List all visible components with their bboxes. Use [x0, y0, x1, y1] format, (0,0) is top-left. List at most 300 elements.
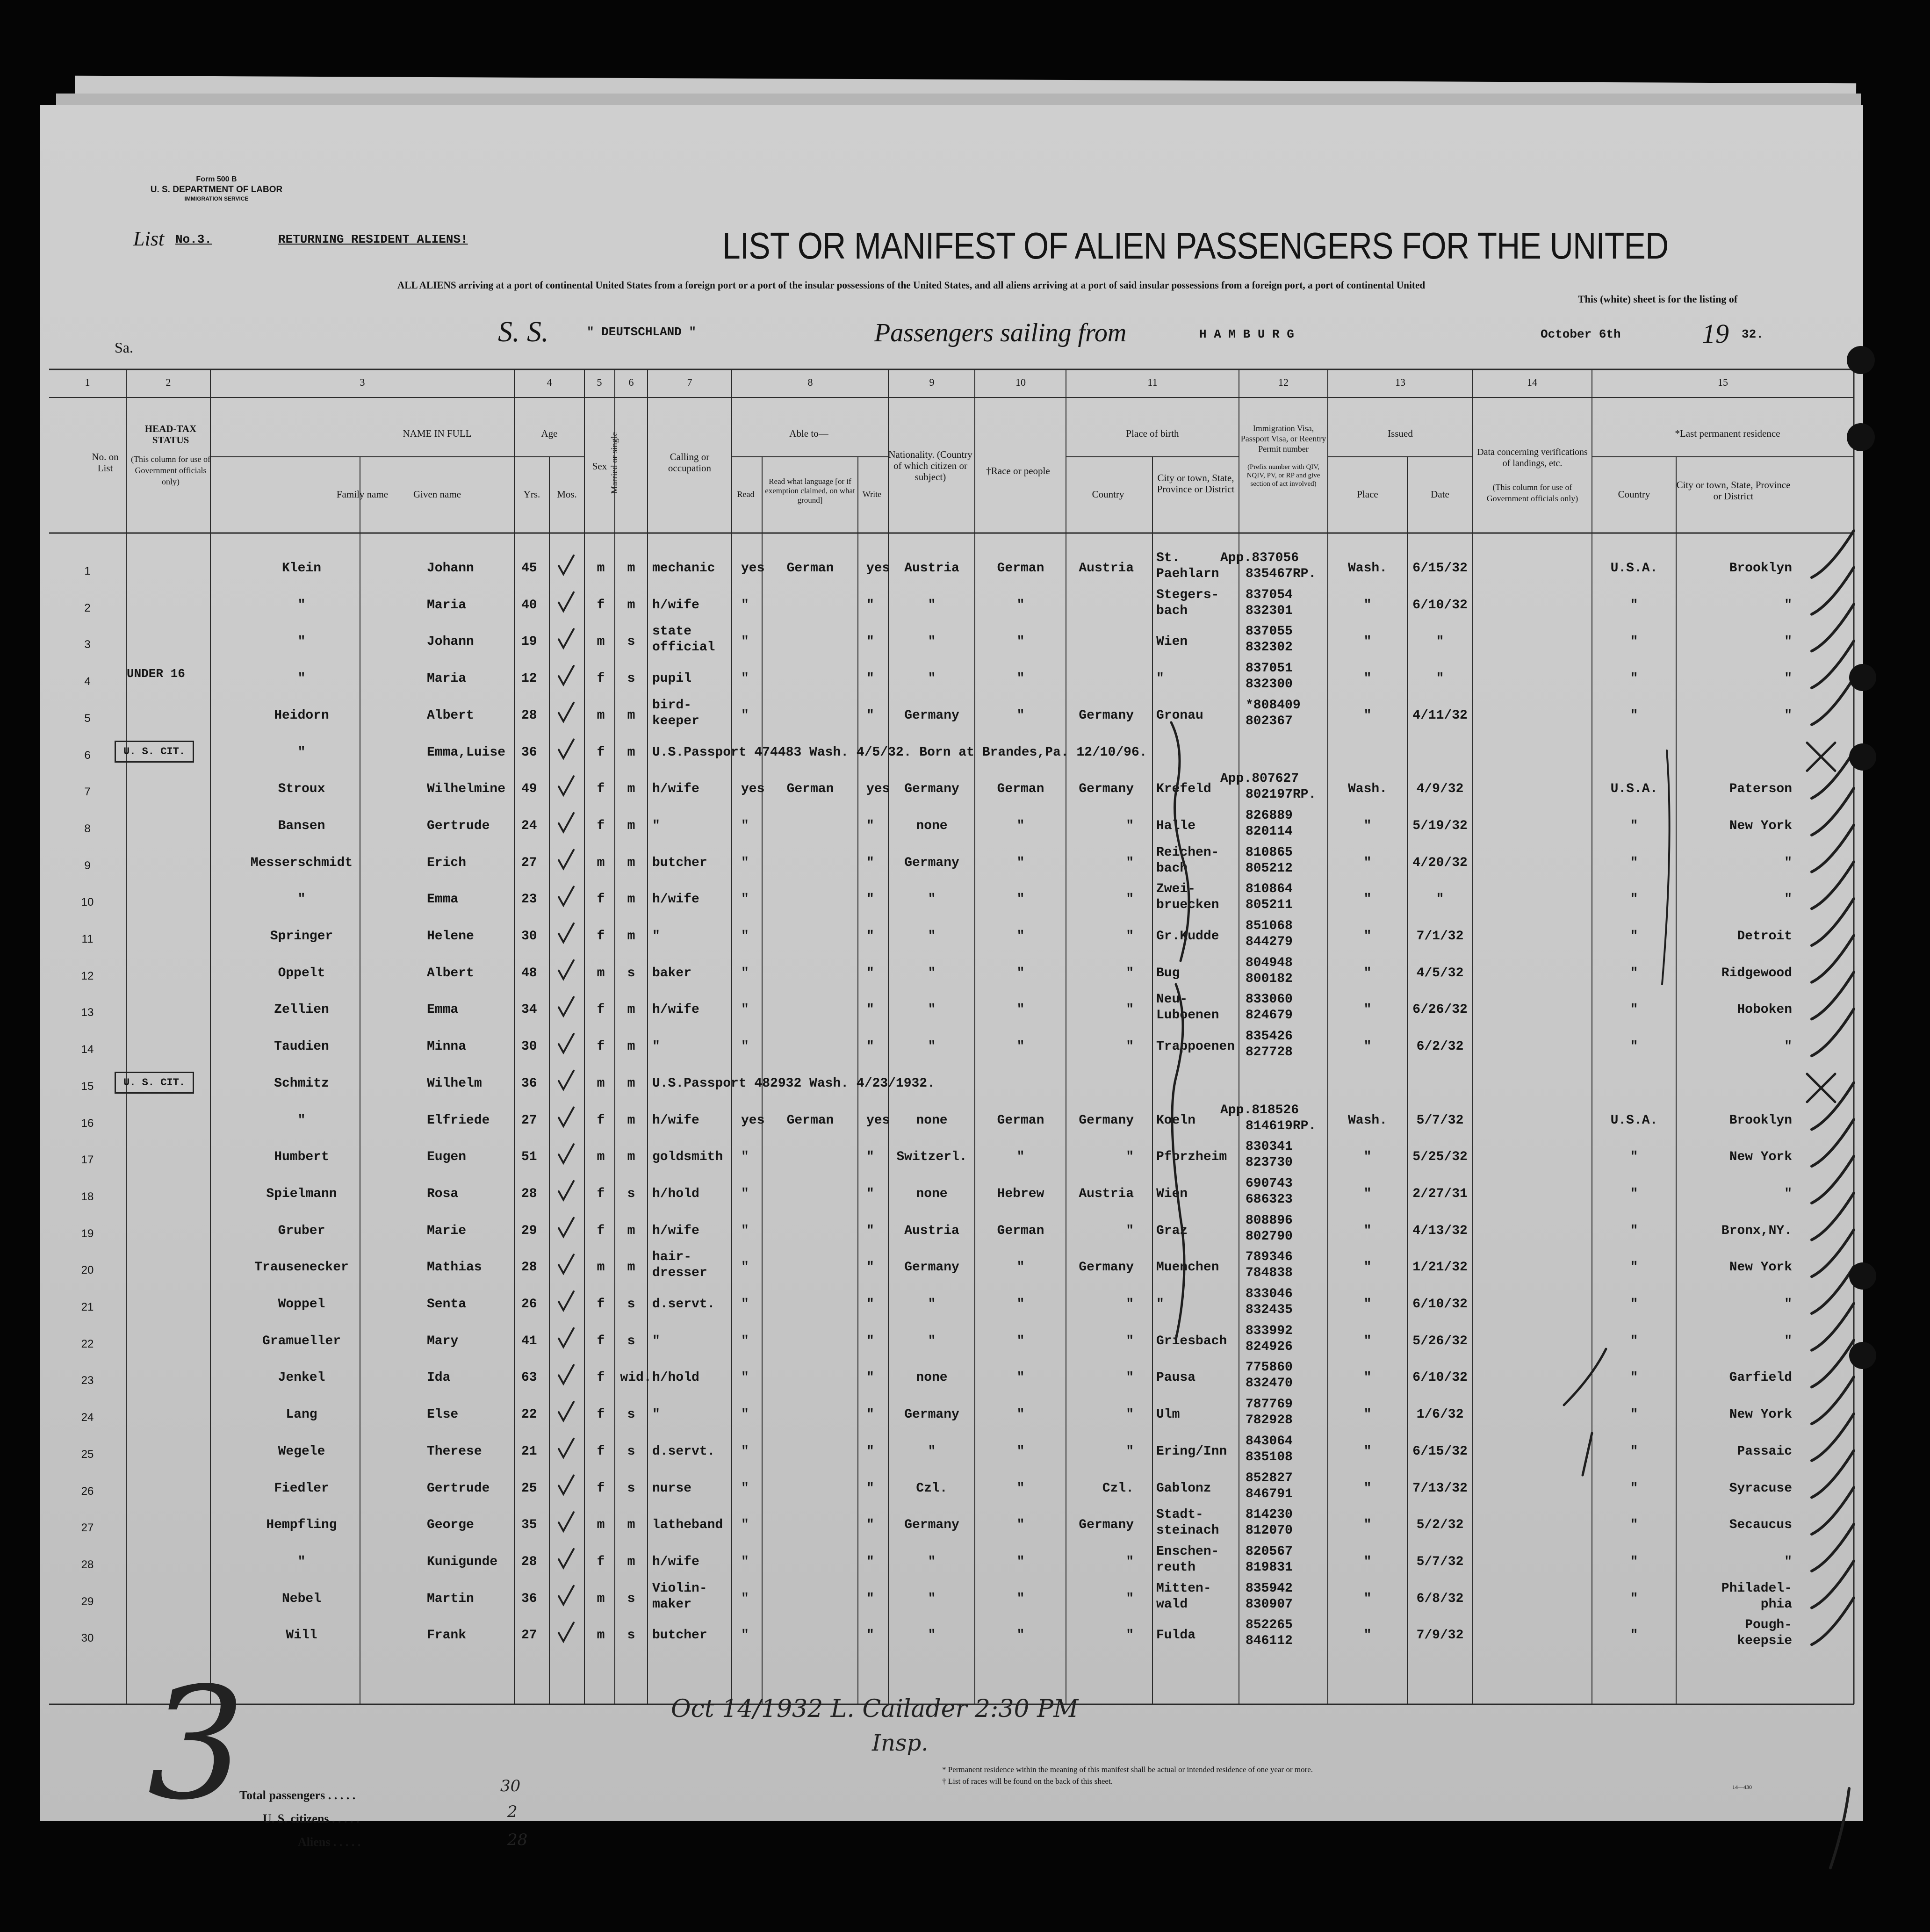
- age-years: 40: [521, 598, 537, 613]
- issued-place: ": [1363, 598, 1372, 613]
- age-years: 27: [521, 856, 537, 870]
- handwritten-aliens: 28: [507, 1831, 528, 1849]
- birth-country: Czl.: [1102, 1481, 1134, 1496]
- occupation-line-2: official: [652, 640, 715, 655]
- sex: f: [597, 1555, 605, 1569]
- permit-number: 784838: [1246, 1266, 1293, 1280]
- department-name: U. S. DEPARTMENT OF LABOR: [150, 185, 283, 195]
- occupation: d.servt.: [652, 1444, 715, 1459]
- birth-city: Stadt-: [1156, 1507, 1203, 1522]
- sex: f: [597, 1407, 605, 1422]
- can-write: ": [866, 1039, 874, 1054]
- nationality: ": [928, 1334, 936, 1348]
- row-number: 4: [84, 675, 91, 688]
- marital-status: m: [627, 708, 635, 723]
- permit-number: 814619RP.: [1246, 1119, 1317, 1133]
- occupation: butcher: [652, 1628, 707, 1643]
- birth-country: Germany: [1079, 782, 1134, 796]
- birth-city: Pforzheim: [1156, 1150, 1227, 1164]
- given-name: Erich: [427, 856, 467, 870]
- residence-country: ": [1630, 1518, 1638, 1532]
- given-name: Martin: [427, 1592, 474, 1606]
- issued-date: 6/10/32: [1412, 1370, 1468, 1385]
- sex: f: [597, 1444, 605, 1459]
- can-read: ": [741, 671, 749, 686]
- issued-date: 5/7/32: [1416, 1555, 1464, 1569]
- header-birth-city: City or town, State, Province or District: [1157, 472, 1235, 495]
- family-name: Gramueller: [262, 1334, 341, 1348]
- column-number: 6: [628, 376, 634, 388]
- occupation: pupil: [652, 671, 692, 686]
- issued-place: ": [1363, 1555, 1372, 1569]
- residence-country: ": [1630, 1370, 1638, 1385]
- marital-status: m: [627, 745, 635, 760]
- can-read: ": [741, 1555, 749, 1569]
- family-name: Stroux: [278, 782, 325, 796]
- family-name: Fiedler: [274, 1481, 329, 1496]
- family-name: Hempfling: [266, 1518, 337, 1532]
- handwritten-inspection-stamp: Oct 14/1932 L. Cailader 2:30 PM: [671, 1695, 1079, 1723]
- marital-status: m: [627, 1260, 635, 1275]
- can-write: ": [866, 1002, 874, 1017]
- head-tax-status: UNDER 16: [127, 667, 185, 681]
- sex: f: [597, 1481, 605, 1496]
- column-number: 13: [1395, 376, 1405, 388]
- can-read: ": [741, 1297, 749, 1312]
- given-name: Emma: [427, 1002, 459, 1017]
- sex: m: [597, 634, 605, 649]
- age-years: 35: [521, 1518, 537, 1532]
- residence-city: Hoboken: [1737, 1002, 1792, 1017]
- birth-country: ": [1126, 1592, 1134, 1606]
- permit-number: 824679: [1246, 1008, 1293, 1023]
- permit-number: 846791: [1246, 1487, 1293, 1501]
- row-number: 17: [81, 1153, 94, 1166]
- can-write: ": [866, 929, 874, 944]
- nationality: ": [928, 892, 936, 907]
- family-name: Klein: [281, 561, 321, 576]
- can-write: ": [866, 1334, 874, 1348]
- issued-place: ": [1363, 856, 1372, 870]
- residence-country: ": [1630, 1150, 1638, 1164]
- nationality: ": [928, 634, 936, 649]
- marital-status: s: [627, 671, 635, 686]
- sex: f: [597, 745, 605, 760]
- age-years: 51: [521, 1150, 537, 1164]
- visa-number: App.807627: [1220, 771, 1299, 786]
- row-number: 7: [84, 786, 91, 798]
- birth-country: ": [1126, 1039, 1134, 1054]
- row-number: 12: [81, 970, 94, 982]
- family-name: Bansen: [278, 819, 325, 833]
- residence-city: ": [1784, 1039, 1792, 1054]
- aliens-label: Aliens . . . . .: [298, 1835, 361, 1849]
- permit-number: 800182: [1246, 972, 1293, 986]
- can-read: ": [741, 1260, 749, 1275]
- can-write: ": [866, 634, 874, 649]
- sex: m: [597, 856, 605, 870]
- family-name: ": [297, 745, 306, 760]
- residence-country: ": [1630, 1481, 1638, 1496]
- birth-city: Wien: [1156, 1187, 1188, 1201]
- birth-city: Reichen-: [1156, 845, 1219, 860]
- marital-status: m: [627, 1113, 635, 1128]
- row-number: 9: [84, 859, 91, 872]
- header-res-country: Country: [1618, 489, 1650, 500]
- issued-place: ": [1363, 1407, 1372, 1422]
- permit-number: 812070: [1246, 1523, 1293, 1538]
- header-able-to: Able to—: [789, 428, 828, 439]
- departure-port: H A M B U R G: [1199, 327, 1294, 341]
- sex: f: [597, 1039, 605, 1054]
- age-years: 12: [521, 671, 537, 686]
- sex: m: [597, 1076, 605, 1091]
- row-number: 21: [81, 1301, 94, 1313]
- can-write: ": [866, 598, 874, 613]
- marital-status: m: [627, 1039, 635, 1054]
- age-years: 24: [521, 819, 537, 833]
- birth-country: ": [1126, 1150, 1134, 1164]
- birth-city: Ering/Inn: [1156, 1444, 1227, 1459]
- age-years: 49: [521, 782, 537, 796]
- sex: f: [597, 1224, 605, 1238]
- sex: f: [597, 671, 605, 686]
- list-label: List: [133, 227, 165, 250]
- column-number: 7: [687, 376, 692, 388]
- can-read: ": [741, 708, 749, 723]
- occupation: h/wife: [652, 892, 699, 907]
- permit-number: 805212: [1246, 861, 1293, 876]
- birth-city: ": [1156, 671, 1164, 686]
- row-number: 22: [81, 1338, 94, 1350]
- issued-date: 4/13/32: [1412, 1224, 1468, 1238]
- visa-number: 826889: [1246, 808, 1293, 823]
- visa-number: 804948: [1246, 956, 1293, 970]
- birth-country: ": [1126, 1628, 1134, 1643]
- residence-country: ": [1630, 1628, 1638, 1643]
- occupation: ": [652, 1039, 660, 1054]
- can-read: ": [741, 1481, 749, 1496]
- nationality: ": [928, 1002, 936, 1017]
- row-number: 8: [84, 822, 91, 835]
- age-years: 36: [521, 1076, 537, 1091]
- birth-city: Zwei-: [1156, 882, 1196, 896]
- birth-country: ": [1126, 1370, 1134, 1385]
- residence-city: Secaucus: [1729, 1518, 1792, 1532]
- permit-number: 820114: [1246, 824, 1293, 839]
- given-name: Minna: [427, 1039, 467, 1054]
- residence-country: ": [1630, 1334, 1638, 1348]
- issued-date: 5/26/32: [1412, 1334, 1468, 1348]
- issued-date: 7/9/32: [1416, 1628, 1464, 1643]
- sailing-label: Passengers sailing from: [874, 318, 1127, 347]
- race: ": [1016, 1592, 1025, 1606]
- header-issued-date: Date: [1431, 489, 1449, 500]
- year-prefix: 19: [1702, 318, 1729, 349]
- binder-hole-6: [1849, 1342, 1876, 1369]
- birth-country: ": [1126, 1002, 1134, 1017]
- header-nationality: Nationality. (Country of which citizen or subject): [888, 449, 972, 483]
- residence-country: ": [1630, 856, 1638, 870]
- residence-country: ": [1630, 634, 1638, 649]
- marital-status: m: [627, 1224, 635, 1238]
- can-write: yes: [866, 1113, 890, 1128]
- can-read: ": [741, 1224, 749, 1238]
- column-number: 2: [166, 376, 171, 388]
- birth-country: Germany: [1079, 1518, 1134, 1532]
- residence-country: ": [1630, 892, 1638, 907]
- permit-number: 844279: [1246, 935, 1293, 949]
- birth-city: Ulm: [1156, 1407, 1180, 1422]
- header-calling: Calling or occupation: [668, 451, 712, 474]
- visa-number: 843064: [1246, 1434, 1293, 1449]
- footnote-races: † List of races will be found on the back of this sheet.: [942, 1777, 1113, 1786]
- occupation: ": [652, 819, 660, 833]
- age-years: 36: [521, 745, 537, 760]
- occupation: goldsmith: [652, 1150, 723, 1164]
- permit-number: 830907: [1246, 1597, 1293, 1612]
- residence-city: Syracuse: [1729, 1481, 1792, 1496]
- permit-number: 824926: [1246, 1340, 1293, 1354]
- race: ": [1016, 1150, 1025, 1164]
- given-name: Gertrude: [427, 1481, 490, 1496]
- can-read: ": [741, 1444, 749, 1459]
- row-number: 3: [84, 638, 91, 651]
- occupation: h/hold: [652, 1370, 699, 1385]
- age-years: 25: [521, 1481, 537, 1496]
- visa-number: 810864: [1246, 882, 1293, 896]
- header-visa: Immigration Visa, Passport Visa, or Reentry Permit number: [1240, 424, 1326, 454]
- permit-number: 846112: [1246, 1634, 1293, 1648]
- issued-date: 6/15/32: [1412, 561, 1468, 576]
- header-verification: Data concerning verifications of landings, etc.: [1477, 447, 1588, 469]
- us-citizens-label: U. S. citizens . . . . .: [263, 1812, 360, 1825]
- permit-number: 802197RP.: [1246, 787, 1317, 802]
- permit-number: 835467RP.: [1246, 567, 1317, 581]
- given-name: Eugen: [427, 1150, 467, 1164]
- age-years: 36: [521, 1592, 537, 1606]
- issued-date: 5/2/32: [1416, 1518, 1464, 1532]
- issued-date: ": [1436, 634, 1444, 649]
- can-write: ": [866, 966, 874, 980]
- row-number: 27: [81, 1521, 94, 1534]
- residence-city: New York: [1729, 819, 1792, 833]
- list-category: RETURNING RESIDENT ALIENS!: [278, 232, 468, 246]
- sex: f: [597, 1002, 605, 1017]
- family-name: Springer: [270, 929, 333, 944]
- permit-number: 832470: [1246, 1376, 1293, 1391]
- row-number: 15: [81, 1080, 94, 1093]
- can-write: ": [866, 1518, 874, 1532]
- can-read: yes: [741, 782, 765, 796]
- race: ": [1016, 1407, 1025, 1422]
- column-number: 12: [1278, 376, 1289, 388]
- ship-name: " DEUTSCHLAND ": [587, 325, 697, 339]
- issued-place: ": [1363, 1260, 1372, 1275]
- given-name: Emma,Luise: [427, 745, 506, 760]
- sex: m: [597, 966, 605, 980]
- occupation: nurse: [652, 1481, 692, 1496]
- occupation: butcher: [652, 856, 707, 870]
- header-verification-note: (This column for use of Government officials only): [1486, 483, 1578, 503]
- page-subtitle-2: This (white) sheet is for the listing of: [1578, 293, 1738, 305]
- race: Hebrew: [997, 1187, 1044, 1201]
- read-language: German: [786, 561, 834, 576]
- marital-status: wid.: [620, 1370, 652, 1385]
- residence-city: New York: [1729, 1260, 1792, 1275]
- age-years: 48: [521, 966, 537, 980]
- can-write: ": [866, 1370, 874, 1385]
- issued-place: ": [1363, 1002, 1372, 1017]
- nationality: ": [928, 1444, 936, 1459]
- birth-city-line-2: bach: [1156, 604, 1188, 618]
- header-head-tax: HEAD-TAX STATUS: [144, 423, 197, 446]
- given-name: Else: [427, 1407, 459, 1422]
- visa-number: App.818526: [1220, 1103, 1299, 1117]
- header-res-city: City or town, State, Province or District: [1676, 479, 1791, 502]
- family-name: Gruber: [278, 1224, 325, 1238]
- sailing-date: October 6th: [1541, 327, 1621, 341]
- residence-city: ": [1784, 1297, 1792, 1312]
- residence-city: ": [1784, 856, 1792, 870]
- citizen-note: U.S.Passport 474483 Wash. 4/5/32. Born at Brandes,Pa. 12/10/96.: [652, 745, 1147, 760]
- residence-country: ": [1630, 1407, 1638, 1422]
- permit-number: 832435: [1246, 1303, 1293, 1317]
- age-years: 27: [521, 1113, 537, 1128]
- header-visa-note: (Prefix number with QIV, NQIV, PV, or RP and give section of act involved): [1246, 463, 1320, 488]
- row-number: 26: [81, 1485, 94, 1498]
- list-number: No.3.: [175, 232, 212, 246]
- can-write: ": [866, 1187, 874, 1201]
- page-title: LIST OR MANIFEST OF ALIEN PASSENGERS FOR THE UNITED: [722, 225, 1669, 267]
- can-read: yes: [741, 561, 765, 576]
- race: ": [1016, 1002, 1025, 1017]
- residence-city: Bronx,NY.: [1721, 1224, 1792, 1238]
- nationality: Germany: [904, 782, 959, 796]
- residence-city: ": [1784, 1334, 1792, 1348]
- family-name: Jenkel: [278, 1370, 325, 1385]
- visa-number: 851068: [1246, 919, 1293, 933]
- race: ": [1016, 598, 1025, 613]
- given-name: Elfriede: [427, 1113, 490, 1128]
- issued-date: 2/27/31: [1412, 1187, 1468, 1201]
- issued-date: 6/10/32: [1412, 598, 1468, 613]
- residence-city: Philadel-: [1721, 1581, 1792, 1596]
- occupation-line-2: keeper: [652, 714, 699, 728]
- can-read: ": [741, 634, 749, 649]
- header-name-in-full: NAME IN FULL: [403, 428, 472, 439]
- handwritten-insp: Insp.: [872, 1730, 929, 1756]
- residence-city: ": [1784, 671, 1792, 686]
- header-issued-place: Place: [1357, 489, 1378, 500]
- marital-status: s: [627, 634, 635, 649]
- age-years: 29: [521, 1224, 537, 1238]
- given-name: George: [427, 1518, 474, 1532]
- visa-number: 810865: [1246, 845, 1293, 860]
- marital-status: m: [627, 782, 635, 796]
- header-married: Married or single: [610, 432, 619, 494]
- can-read: ": [741, 1628, 749, 1643]
- sex: m: [597, 708, 605, 723]
- marital-status: m: [627, 1518, 635, 1532]
- header-age: Age: [541, 428, 558, 439]
- marital-status: m: [627, 1076, 635, 1091]
- header-last-residence: *Last permanent residence: [1675, 428, 1780, 439]
- age-years: 26: [521, 1297, 537, 1312]
- can-read: ": [741, 929, 749, 944]
- given-name: Albert: [427, 966, 474, 980]
- nationality: ": [928, 1297, 936, 1312]
- family-name: Schmitz: [274, 1076, 329, 1091]
- race: ": [1016, 892, 1025, 907]
- can-write: ": [866, 1150, 874, 1164]
- given-name: Senta: [427, 1297, 467, 1312]
- race: ": [1016, 1628, 1025, 1643]
- marital-status: s: [627, 1444, 635, 1459]
- occupation: latheband: [652, 1518, 723, 1532]
- can-read: yes: [741, 1113, 765, 1128]
- race: ": [1016, 819, 1025, 833]
- race: ": [1016, 929, 1025, 944]
- can-write: ": [866, 671, 874, 686]
- sex: m: [597, 1518, 605, 1532]
- can-write: ": [866, 1297, 874, 1312]
- birth-city: Mitten-: [1156, 1581, 1211, 1596]
- row-number: 14: [81, 1043, 94, 1056]
- can-write: ": [866, 1592, 874, 1606]
- can-read: ": [741, 966, 749, 980]
- residence-city: ": [1784, 1555, 1792, 1569]
- occupation: ": [652, 929, 660, 944]
- occupation: mechanic: [652, 561, 715, 576]
- can-write: yes: [866, 561, 890, 576]
- birth-country: ": [1126, 1334, 1134, 1348]
- occupation: hair-: [652, 1250, 692, 1264]
- race: ": [1016, 1260, 1025, 1275]
- occupation-line-2: dresser: [652, 1266, 707, 1280]
- family-name: Trausenecker: [254, 1260, 349, 1275]
- form-number: Form 500 B: [196, 175, 237, 183]
- birth-city-line-2: bruecken: [1156, 898, 1219, 912]
- residence-city: ": [1784, 634, 1792, 649]
- given-name: Maria: [427, 598, 467, 613]
- can-read: ": [741, 892, 749, 907]
- occupation: ": [652, 1407, 660, 1422]
- nationality: ": [928, 1628, 936, 1643]
- issued-place: ": [1363, 1444, 1372, 1459]
- issued-place: ": [1363, 1150, 1372, 1164]
- race: German: [997, 782, 1044, 796]
- binder-hole-4: [1849, 743, 1876, 771]
- residence-country: ": [1630, 819, 1638, 833]
- issued-place: ": [1363, 1224, 1372, 1238]
- birth-city: Wien: [1156, 634, 1188, 649]
- residence-country: U.S.A.: [1610, 782, 1658, 796]
- issued-place: ": [1363, 819, 1372, 833]
- given-name: Albert: [427, 708, 474, 723]
- row-number: 13: [81, 1006, 94, 1019]
- birth-city: Gr.Kudde: [1156, 929, 1219, 944]
- nationality: Czl.: [916, 1481, 948, 1496]
- birth-city: Bug: [1156, 966, 1180, 980]
- issued-place: Wash.: [1347, 561, 1387, 576]
- residence-city: Ridgewood: [1721, 966, 1792, 980]
- age-years: 41: [521, 1334, 537, 1348]
- given-name: Therese: [427, 1444, 482, 1459]
- row-number: 20: [81, 1264, 94, 1276]
- given-name: Gertrude: [427, 819, 490, 833]
- residence-city: ": [1784, 892, 1792, 907]
